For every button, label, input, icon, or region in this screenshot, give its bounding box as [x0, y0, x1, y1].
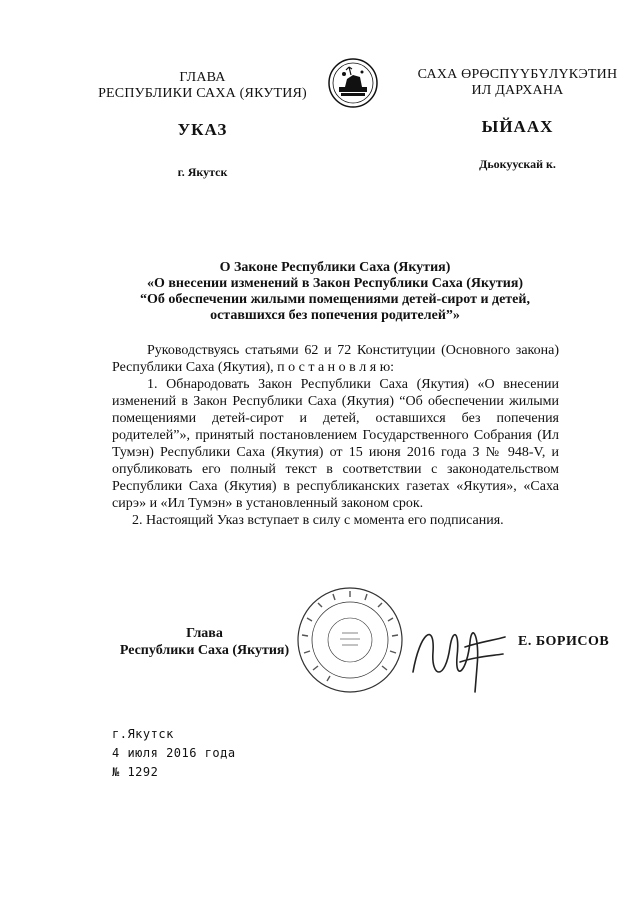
- city-left: г. Якутск: [177, 165, 228, 179]
- title-line3: “Об обеспечении жилыми помещениями детей-сирот и детей,: [140, 292, 530, 307]
- header-left: [95, 70, 310, 102]
- footer-date: 4 июля 2016 года: [112, 746, 236, 760]
- document-title: [100, 260, 570, 324]
- signatory-name: Е. БОРИСОВ: [518, 634, 610, 649]
- item-1-paragraph: 1. Обнародовать Закон Республики Саха (Якутия) «О внесении изменений в Закон Республики Саха (Якутия) “Об обеспечении жилыми помещениями детей-сирот и детей, оставшихся без попечения родителей”», принятый постановлением Государственного Собрания (Ил Тумэн) Республики Саха (Якутия) от 15 июня 2016 года З № 948-V, и опубликовать его полный текст в соответствии с законодательством Республики Саха (Якутия) в республиканских газетах «Якутия», «Саха сирэ» и «Ил Тумэн» в установленный законом срок.: [112, 377, 559, 511]
- city-right: Дьокуускай к.: [479, 157, 556, 171]
- coat-of-arms-icon: [327, 57, 379, 109]
- footer-number: № 1292: [112, 765, 159, 779]
- signatory-position: [112, 625, 297, 659]
- document-footer: [112, 725, 236, 782]
- header-right-line1: САХА ӨРӨСПҮҮБҮЛҮКЭТИН: [417, 67, 618, 82]
- signatory-position-line1: Глава: [186, 626, 223, 641]
- title-line1: О Законе Республики Саха (Якутия): [219, 260, 451, 275]
- official-seal-icon: [295, 585, 405, 695]
- signatory-position-line2: Республики Саха (Якутия): [119, 643, 290, 658]
- handwritten-signature-icon: [405, 612, 510, 697]
- preamble-paragraph: Руководствуясь статьями 62 и 72 Конституции (Основного закона) Республики Саха (Якутия), п о с т а н о в л я ю:: [112, 343, 559, 375]
- header-left-line2: РЕСПУБЛИКИ САХА (ЯКУТИЯ): [98, 86, 307, 101]
- item-2-paragraph: 2. Настоящий Указ вступает в силу с момента его подписания.: [132, 513, 504, 528]
- title-line2: «О внесении изменений в Закон Республики Саха (Якутия): [146, 276, 524, 291]
- title-line4: оставшихся без попечения родителей”»: [210, 308, 460, 323]
- header-left-line1: ГЛАВА: [179, 70, 226, 85]
- doc-type-right: ЫЙААХ: [481, 117, 554, 136]
- header-right: [405, 67, 630, 99]
- doc-type-left: УКАЗ: [177, 120, 228, 139]
- footer-city: г.Якутск: [112, 727, 174, 741]
- header-right-line2: ИЛ ДАРХАНА: [471, 83, 564, 98]
- document-body: [112, 342, 559, 529]
